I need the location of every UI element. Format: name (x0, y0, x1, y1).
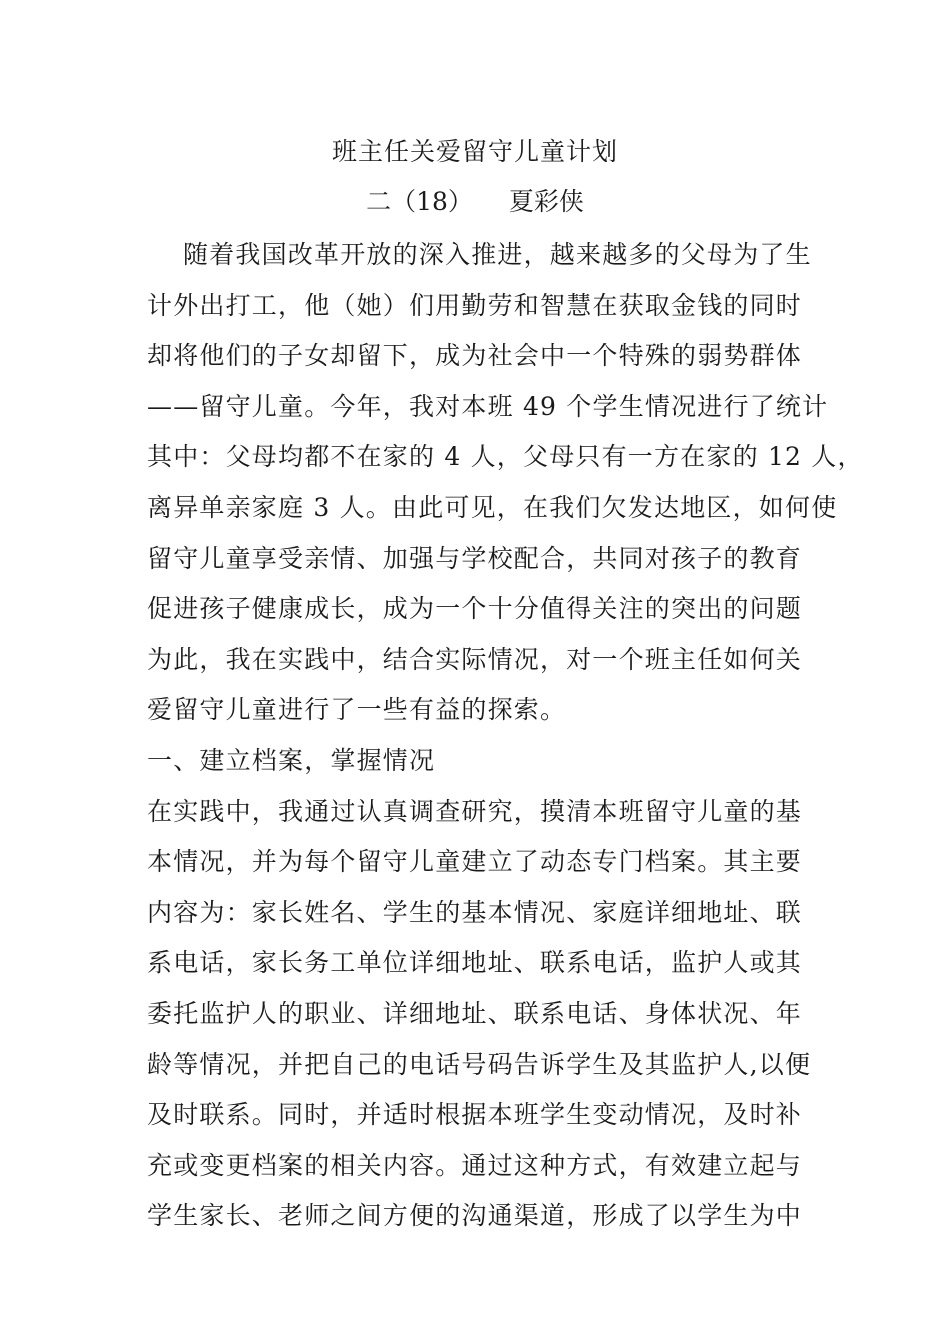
text-line: 在实践中，我通过认真调查研究，摸清本班留守儿童的基 (147, 796, 803, 826)
text-line: 却将他们的子女却留下，成为社会中一个特殊的弱势群体 (147, 341, 803, 371)
class-label: 二（18） (366, 187, 473, 216)
text-line: 计外出打工，他（她）们用勤劳和智慧在获取金钱的同时 (147, 290, 803, 320)
document-body (147, 230, 864, 1242)
text-line: 龄等情况，并把自己的电话号码告诉学生及其监护人,以便 (147, 1049, 812, 1079)
text-line: 充或变更档案的相关内容。通过这种方式，有效建立起与 (147, 1150, 803, 1180)
text-line: 促进孩子健康成长，成为一个十分值得关注的突出的问题 (147, 594, 803, 624)
text-line: 内容为：家长姓名、学生的基本情况、家庭详细地址、联 (147, 897, 803, 927)
section-heading: 一、建立档案，掌握情况 (147, 745, 436, 775)
author-name: 夏彩侠 (508, 187, 584, 216)
text-line: 学生家长、老师之间方便的沟通渠道，形成了以学生为中 (147, 1201, 803, 1231)
text-line: 为此，我在实践中，结合实际情况，对一个班主任如何关 (147, 644, 803, 674)
document-title: 班主任关爱留守儿童计划 (331, 137, 618, 166)
text-line: 爱留守儿童进行了一些有益的探索。 (147, 695, 567, 725)
text-line: 委托监护人的职业、详细地址、联系电话、身体状况、年 (147, 998, 803, 1028)
text-line: 及时联系。同时，并适时根据本班学生变动情况，及时补 (147, 1100, 803, 1130)
text-line: 离异单亲家庭 3 人。由此可见，在我们欠发达地区，如何使 (147, 492, 838, 522)
text-line: 系电话，家长务工单位详细地址、联系电话，监护人或其 (147, 948, 803, 978)
text-line: 随着我国改革开放的深入推进，越来越多的父母为了生 (183, 240, 812, 269)
text-line: 本情况，并为每个留守儿童建立了动态专门档案。其主要 (147, 847, 803, 877)
text-line: 留守儿童享受亲情、加强与学校配合，共同对孩子的教育 (147, 543, 803, 573)
text-line: ——留守儿童。今年，我对本班 49 个学生情况进行了统计 (147, 391, 829, 421)
byline (0, 182, 950, 222)
text-line: 其中：父母均都不在家的 4 人，父母只有一方在家的 12 人， (147, 442, 864, 472)
